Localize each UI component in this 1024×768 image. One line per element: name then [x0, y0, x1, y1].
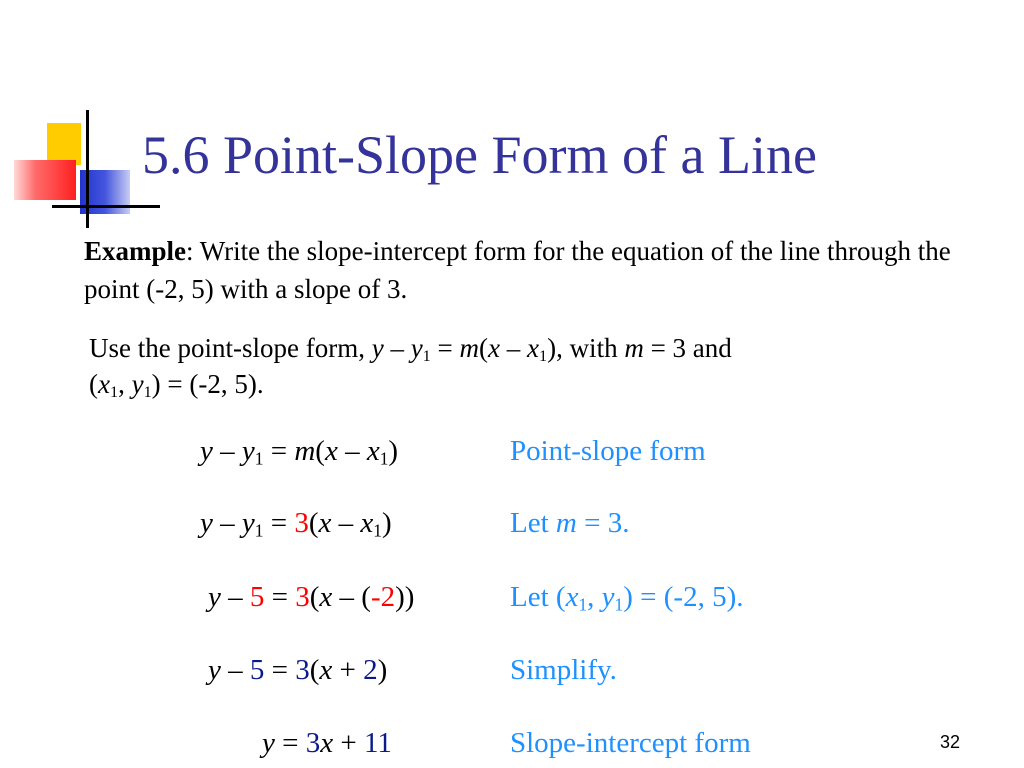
step-row-1: [0, 435, 900, 475]
step-1-note: Point-slope form: [510, 435, 706, 467]
step-3-note-prefix: Let: [510, 581, 549, 613]
step-5-m: 3: [305, 727, 321, 759]
step-4-equation: y – 5 = 3(x + 2): [208, 654, 388, 686]
step-3-m: 3: [295, 581, 310, 613]
step-2-m: 3: [294, 507, 309, 539]
slide-logo: [0, 0, 160, 240]
step-3-note-suffix: = (-2, 5).: [640, 581, 744, 613]
instruction-with: , with: [556, 333, 618, 363]
step-5-b: 11: [363, 727, 392, 759]
logo-vertical-line: [86, 110, 89, 228]
step-3-y: 5: [249, 581, 265, 613]
step-4-m: 3: [295, 654, 310, 686]
step-3-equation: y – 5 = 3(x – (-2)): [208, 581, 415, 613]
example-body: : Write the slope-intercept form for the equation of the line through the point (-2, 5) with a slope of 3.: [84, 236, 951, 304]
step-3-note: Let ($x_1$, $y_1) = (-2$, 5).: [510, 581, 744, 615]
step-4-note: Simplify.: [510, 654, 617, 686]
example-text: [84, 232, 964, 308]
slide-title: 5.6 Point-Slope Form of a Line: [142, 125, 817, 185]
page-number: 32: [940, 732, 961, 752]
step-4-x: 2: [363, 654, 378, 686]
instruction-point-value: = (-2, 5).: [167, 369, 264, 399]
step-4-y: 5: [249, 654, 265, 686]
step-5-equation: y = 3x + 11: [262, 727, 392, 759]
step-1-equation: $y - y_1 = m(x - x_1)$: [200, 435, 399, 469]
step-2-note-prefix: Let: [510, 507, 549, 539]
instruction-m-value: = 3 and: [650, 333, 732, 363]
step-3-x: -2: [370, 581, 396, 613]
step-row-2: [0, 507, 900, 547]
logo-red-square: [14, 160, 76, 200]
step-2-note-suffix: = 3.: [584, 507, 630, 539]
step-row-4: [0, 654, 900, 694]
step-row-3: [0, 581, 900, 621]
step-2-note: Let m = 3.: [510, 507, 630, 539]
instruction-prefix: Use the point-slope form,: [89, 333, 365, 363]
step-5-note: Slope-intercept form: [510, 727, 751, 759]
example-label: Example: [84, 236, 187, 266]
step-2-equation: $y - y_1 = 3(x - x_1)$: [200, 507, 392, 541]
instruction-text: Use the point-slope form, $y - y_1 = m(x - x_1)$, with m = 3 and ($x_1$, $y_1) = (-2$, 5).: [89, 333, 732, 402]
logo-horizontal-line: [52, 205, 160, 208]
logo-yellow-square: [47, 123, 81, 165]
step-row-5: [0, 727, 900, 767]
